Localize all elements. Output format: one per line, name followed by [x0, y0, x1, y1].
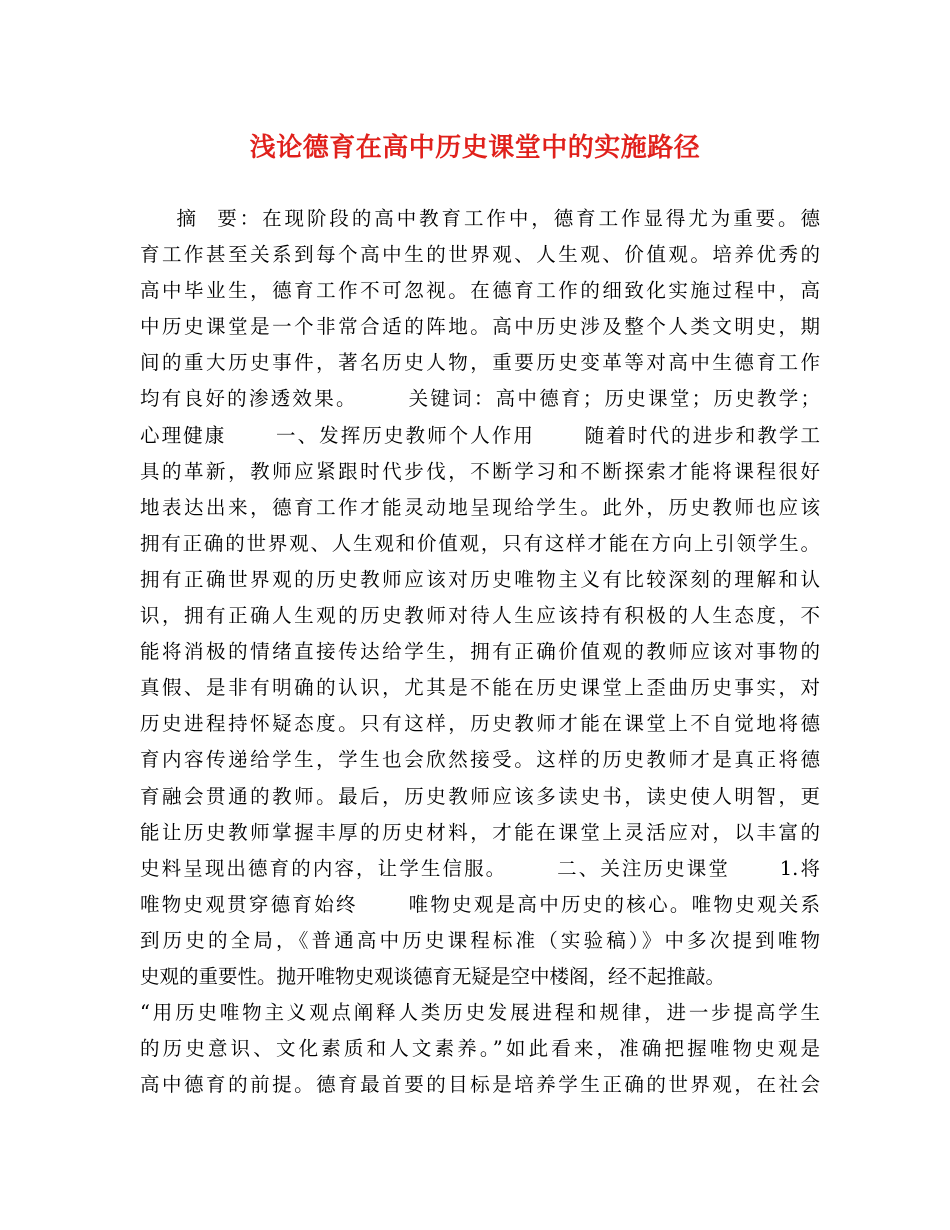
document-title: 浅论德育在高中历史课堂中的实施路径 — [249, 133, 701, 163]
text-line: 具的革新，教师应紧跟时代步伐，不断学习和不断探索才能将课程很好 — [140, 459, 820, 483]
text-line: 真假、是非有明确的认识，尤其是不能在历史课堂上歪曲历史事实，对 — [140, 676, 820, 700]
document-body — [140, 201, 820, 1103]
text-line: 拥有正确的世界观、人生观和价值观，只有这样才能在方向上引领学生。 — [140, 531, 820, 555]
text-line: 地表达出来，德育工作才能灵动地呈现给学生。此外，历史教师也应该 — [140, 495, 820, 519]
text-line: “用历史唯物主义观点阐释人类历史发展进程和规律，进一步提高学生 — [140, 1001, 820, 1025]
text-line: 摘 要：在现阶段的高中教育工作中，德育工作显得尤为重要。德 — [140, 207, 820, 230]
text-line: 历史进程持怀疑态度。只有这样，历史教师才能在课堂上不自觉地将德 — [140, 712, 820, 736]
text-line: 到历史的全局，《普通高中历史课程标准（实验稿）》中多次提到唯物 — [140, 928, 820, 952]
text-line: 育融会贯通的教师。最后，历史教师应该多读史书，读史使人明智，更 — [140, 784, 820, 808]
text-line: 拥有正确世界观的历史教师应该对历史唯物主义有比较深刻的理解和认 — [140, 567, 820, 591]
text-line: 间的重大历史事件，著名历史人物，重要历史变革等对高中生德育工作 — [140, 351, 820, 375]
text-line: 史观的重要性。抛开唯物史观谈德育无疑是空中楼阁，经不起推敲。 — [140, 964, 726, 988]
text-line: 能让历史教师掌握丰厚的历史材料，才能在课堂上灵活应对，以丰富的 — [140, 820, 820, 844]
text-line: 能将消极的情绪直接传达给学生，拥有正确价值观的教师应该对事物的 — [140, 640, 820, 664]
text-line: 育内容传递给学生，学生也会欣然接受。这样的历史教师才是真正将德 — [140, 748, 820, 772]
text-line: 唯物史观贯穿德育始终 唯物史观是高中历史的核心。唯物史观关系 — [140, 892, 820, 916]
text-line: 均有良好的渗透效果。 关键词：高中德育；历史课堂；历史教学； — [140, 387, 820, 411]
text-line: 的历史意识、文化素质和人文素养。”如此看来，准确把握唯物史观是 — [140, 1037, 820, 1061]
text-line: 识，拥有正确人生观的历史教师对待人生应该持有积极的人生态度，不 — [140, 604, 820, 628]
text-line: 育工作甚至关系到每个高中生的世界观、人生观、价值观。培养优秀的 — [140, 243, 820, 267]
text-line: 中历史课堂是一个非常合适的阵地。高中历史涉及整个人类文明史，期 — [140, 315, 820, 339]
text-line: 高中毕业生，德育工作不可忽视。在德育工作的细致化实施过程中，高 — [140, 279, 820, 303]
text-line: 史料呈现出德育的内容，让学生信服。 二、关注历史课堂 1.将 — [140, 856, 820, 880]
text-line: 心理健康 一、发挥历史教师个人作用 随着时代的进步和教学工 — [140, 423, 820, 447]
text-line: 高中德育的前提。德育最首要的目标是培养学生正确的世界观，在社会 — [140, 1073, 820, 1097]
